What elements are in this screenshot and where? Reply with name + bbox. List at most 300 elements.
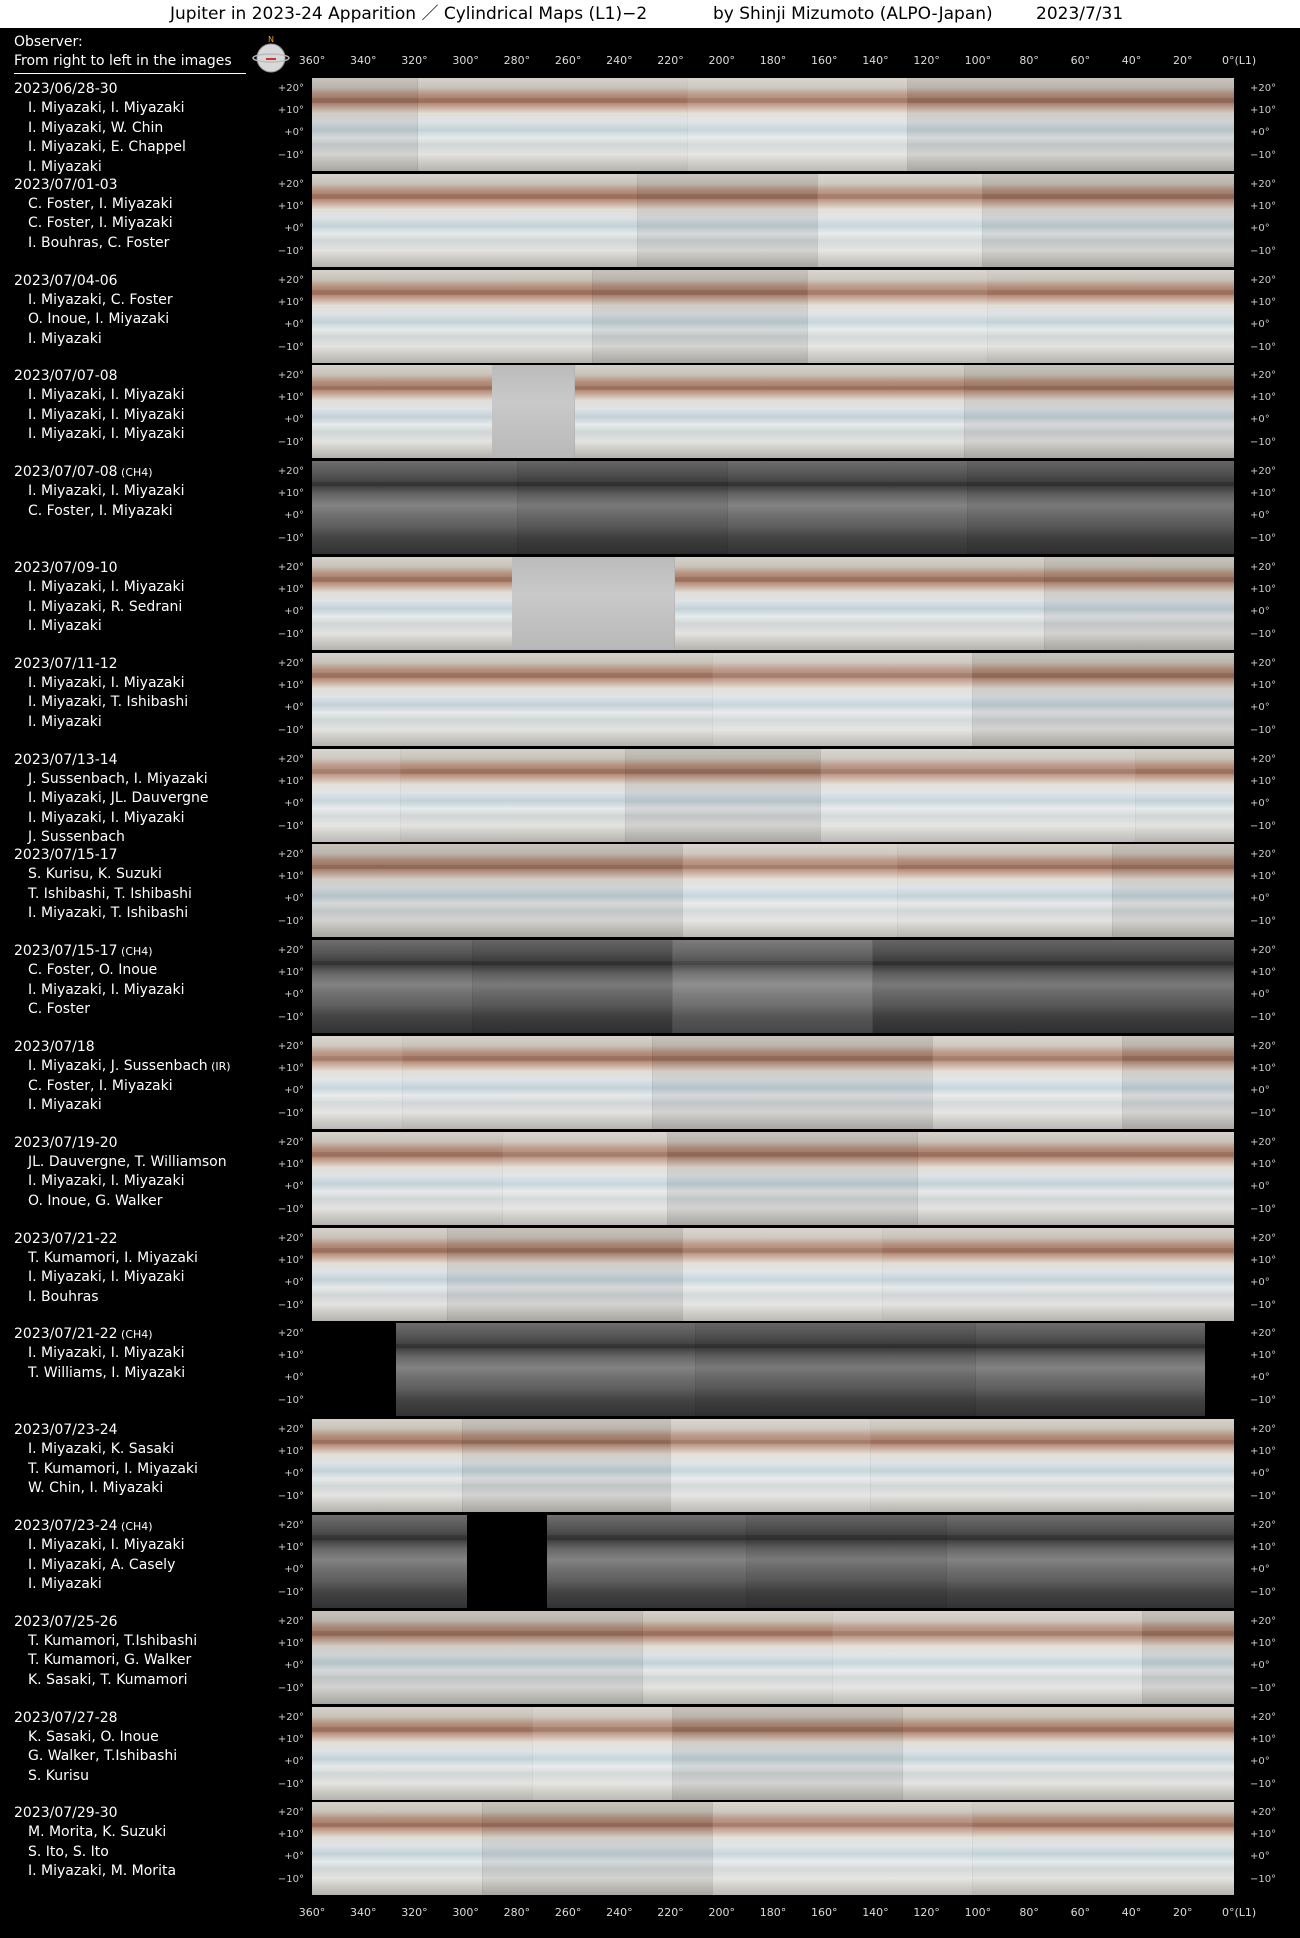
observer-names: C. Foster, I. Miyazaki (28, 215, 173, 232)
observer-list (28, 770, 209, 848)
latitude-tick: +0° (284, 606, 304, 617)
map-row (0, 1802, 1300, 1898)
no-coverage-region (1205, 1323, 1234, 1416)
latitude-tick: +10° (277, 1350, 304, 1362)
observation-date (14, 1038, 95, 1057)
latitude-scale-right (1248, 174, 1288, 267)
longitude-tick: 300° (452, 54, 479, 67)
observer-line (28, 598, 184, 618)
observation-date (14, 80, 118, 99)
image-segment (492, 365, 575, 458)
longitude-tick: 360° (298, 54, 326, 67)
map-row (0, 557, 1300, 653)
latitude-tick: +0° (1250, 893, 1270, 905)
latitude-scale-right (1248, 1323, 1288, 1416)
latitude-tick: −10° (277, 1395, 304, 1407)
observation-date (14, 1804, 118, 1823)
latitude-scale-right (1248, 749, 1288, 842)
observer-list (28, 1440, 198, 1499)
latitude-tick: +10° (1250, 967, 1277, 979)
longitude-tick: 320° (401, 1906, 428, 1919)
latitude-tick: −10° (1250, 245, 1277, 257)
image-segment (592, 270, 808, 363)
observer-line (28, 789, 209, 809)
latitude-tick: +10° (277, 1829, 304, 1841)
observer-names: JL. Dauvergne, T. Williamson (28, 1153, 227, 1170)
observer-line (28, 119, 186, 139)
latitude-tick: −10° (277, 820, 304, 832)
observer-names: I. Bouhras (28, 1288, 99, 1305)
image-segment (546, 1515, 747, 1608)
observer-names: I. Miyazaki, I. Miyazaki (28, 1537, 185, 1553)
image-segment (574, 365, 965, 458)
latitude-scale-right (1248, 1228, 1288, 1321)
latitude-tick: +20° (1250, 1136, 1277, 1148)
latitude-tick: −10° (1250, 916, 1277, 928)
longitude-tick: 0°(L1) (1222, 1906, 1257, 1919)
observer-line (28, 1344, 185, 1364)
latitude-tick: +0° (284, 414, 304, 426)
observer-names: I. Miyazaki, I. Miyazaki (28, 387, 185, 404)
latitude-scale-left (266, 1611, 306, 1704)
image-segment (312, 78, 418, 171)
longitude-tick: 160° (810, 1906, 838, 1919)
observation-date (14, 367, 118, 386)
image-segment (964, 365, 1234, 458)
observer-line (28, 865, 192, 885)
observer-line (28, 1671, 197, 1691)
color-cylindrical-map (312, 749, 1234, 842)
latitude-tick: −10° (1250, 820, 1277, 832)
observer-line (28, 617, 184, 637)
latitude-tick: +20° (1250, 1615, 1277, 1627)
latitude-tick: −10° (1250, 1203, 1277, 1215)
filter-tag: (CH4) (117, 945, 153, 959)
longitude-tick: 240° (606, 1906, 633, 1919)
latitude-tick: +10° (277, 1637, 304, 1649)
longitude-scale-top (298, 54, 1257, 70)
image-segment (987, 270, 1234, 363)
observer-names: I. Miyazaki, I. Miyazaki (28, 1173, 185, 1190)
latitude-tick: +10° (277, 584, 304, 595)
observer-names: O. Inoue, G. Walker (28, 1192, 163, 1209)
longitude-tick: 60° (1070, 54, 1091, 67)
observer-line (28, 770, 209, 790)
observer-names: I. Miyazaki, E. Chappel (28, 139, 186, 155)
latitude-scale-left (266, 1323, 306, 1416)
date-text: 2023/06/28-30 (14, 81, 118, 97)
latitude-tick: +10° (277, 105, 304, 116)
latitude-tick: +20° (1250, 753, 1277, 765)
latitude-tick: −10° (1250, 341, 1277, 353)
date-text: 2023/07/09-10 (14, 560, 118, 576)
latitude-tick: +0° (1250, 606, 1270, 617)
map-row (0, 365, 1300, 461)
longitude-tick: 0°(L1) (1222, 54, 1257, 67)
latitude-tick: +0° (284, 127, 304, 138)
latitude-tick: +0° (1250, 701, 1270, 713)
color-cylindrical-map (312, 1419, 1234, 1512)
image-segment (682, 1228, 883, 1321)
latitude-tick: +10° (277, 296, 304, 308)
image-segment (642, 1611, 833, 1704)
latitude-scale-left (266, 653, 306, 746)
date-text: 2023/07/04-06 (14, 272, 118, 289)
latitude-scale-right (1248, 940, 1288, 1033)
longitude-tick: 40° (1121, 54, 1142, 67)
latitude-tick: −10° (1250, 1299, 1277, 1311)
map-row (0, 461, 1300, 557)
observer-line (28, 981, 184, 1001)
date-text: 2023/07/27-28 (14, 1709, 118, 1726)
longitude-tick: 20° (1173, 54, 1193, 67)
observer-line (28, 214, 173, 234)
observer-line (28, 1536, 184, 1556)
map-row (0, 78, 1300, 174)
observer-line (28, 1575, 184, 1595)
image-segment (727, 461, 968, 554)
color-cylindrical-map (312, 1132, 1234, 1225)
image-segment (932, 1036, 1123, 1129)
image-segment (1135, 749, 1234, 842)
observer-names: I. Miyazaki, J. Sussenbach (28, 1058, 208, 1074)
observer-names: J. Sussenbach, I. Miyazaki (28, 770, 208, 787)
ch4-cylindrical-map (312, 461, 1234, 554)
map-row (0, 653, 1300, 749)
latitude-scale-right (1248, 557, 1288, 650)
latitude-tick: +10° (1250, 296, 1277, 308)
latitude-tick: +20° (1250, 1232, 1277, 1244)
latitude-tick: −10° (1250, 1395, 1277, 1407)
observer-names: I. Miyazaki, R. Sedrani (28, 598, 183, 615)
latitude-scale-right (1248, 653, 1288, 746)
observer-line (28, 386, 184, 406)
observation-date (14, 1325, 153, 1344)
latitude-tick: +0° (284, 1085, 304, 1096)
image-segment (312, 940, 473, 1033)
latitude-tick: −10° (1250, 150, 1277, 161)
latitude-tick: +10° (1250, 1158, 1277, 1170)
image-segment (312, 1802, 483, 1895)
date-text: 2023/07/07-08 (14, 464, 118, 481)
observer-list (28, 865, 192, 924)
image-segment (312, 1515, 468, 1608)
latitude-tick: +0° (1250, 1372, 1270, 1384)
observation-date (14, 463, 153, 482)
observer-names: C. Foster, I. Miyazaki (28, 502, 173, 519)
observer-names: I. Miyazaki, I. Miyazaki (28, 483, 185, 500)
latitude-tick: +20° (277, 657, 304, 669)
image-segment (712, 1802, 973, 1895)
latitude-tick: +10° (277, 1733, 304, 1745)
observer-line (28, 1767, 177, 1787)
image-segment (972, 653, 1234, 746)
observer-names: O. Inoue, I. Miyazaki (28, 311, 170, 328)
date-text: 2023/07/29-30 (14, 1805, 118, 1822)
latitude-tick: +10° (277, 775, 304, 787)
observer-line (28, 1823, 176, 1843)
latitude-tick: +0° (284, 222, 304, 234)
latitude-scale-left (266, 461, 306, 554)
observer-names: I. Miyazaki (28, 158, 102, 175)
latitude-tick: +20° (277, 1232, 304, 1244)
latitude-tick: +10° (1250, 584, 1277, 595)
observer-line (28, 482, 184, 502)
latitude-scale-right (1248, 270, 1288, 363)
latitude-tick: −10° (277, 1874, 304, 1886)
latitude-tick: −10° (1250, 1682, 1277, 1694)
observer-line (28, 1077, 231, 1097)
image-segment (712, 653, 973, 746)
latitude-tick: +0° (1250, 1180, 1270, 1192)
date-text: 2023/07/25-26 (14, 1613, 118, 1630)
north-label: N (268, 35, 274, 44)
latitude-scale-right (1248, 844, 1288, 937)
latitude-tick: +20° (277, 83, 304, 94)
observer-names: T. Ishibashi, T. Ishibashi (28, 885, 192, 902)
ir-note: (IR) (207, 1060, 231, 1073)
latitude-tick: +0° (1250, 1564, 1270, 1575)
observer-list (28, 1344, 185, 1383)
map-row (0, 749, 1300, 845)
observer-list (28, 1823, 176, 1882)
filter-tag: (CH4) (117, 1520, 153, 1533)
latitude-tick: +20° (277, 1041, 304, 1052)
image-segment (1122, 1036, 1234, 1129)
latitude-tick: +20° (1250, 83, 1277, 94)
latitude-tick: −10° (1250, 724, 1277, 736)
latitude-tick: −10° (1250, 533, 1277, 545)
ch4-cylindrical-map (312, 940, 1234, 1033)
longitude-tick: 140° (862, 1906, 889, 1919)
observer-names: I. Miyazaki, I. Miyazaki (28, 406, 185, 423)
color-cylindrical-map (312, 365, 1234, 458)
observer-names: C. Foster, O. Inoue (28, 962, 158, 979)
color-cylindrical-map (312, 174, 1234, 267)
date-text: 2023/07/21-22 (14, 1326, 118, 1343)
latitude-scale-right (1248, 365, 1288, 458)
latitude-tick: −10° (277, 916, 304, 928)
latitude-tick: +0° (284, 510, 304, 522)
observer-list (28, 578, 184, 637)
color-cylindrical-map (312, 1802, 1234, 1895)
observer-list (28, 1249, 198, 1308)
latitude-scale-left (266, 1707, 306, 1800)
observer-line (28, 961, 184, 981)
longitude-tick: 160° (810, 54, 838, 67)
observer-line (28, 1057, 231, 1077)
image-segment (312, 749, 401, 842)
image-segment (820, 749, 1136, 842)
latitude-scale-left (266, 1419, 306, 1512)
observer-list (28, 291, 173, 350)
observer-names: I. Miyazaki, M. Morita (28, 1863, 177, 1880)
latitude-tick: −10° (277, 1012, 304, 1024)
latitude-tick: +0° (1250, 1851, 1270, 1863)
author-credit: by Shinji Mizumoto (ALPO-Japan) (713, 4, 993, 24)
observer-label: Observer: (14, 34, 83, 50)
observation-date (14, 1230, 118, 1249)
latitude-tick: −10° (1250, 1012, 1277, 1024)
latitude-scale-right (1248, 1132, 1288, 1225)
latitude-tick: −10° (277, 724, 304, 736)
observer-line (28, 1000, 184, 1020)
image-segment (512, 557, 675, 650)
latitude-tick: −10° (1250, 1587, 1277, 1598)
latitude-scale-right (1248, 461, 1288, 554)
latitude-tick: +0° (284, 1659, 304, 1671)
observation-date (14, 942, 153, 961)
image-segment (907, 78, 1234, 171)
image-segment (674, 557, 1045, 650)
latitude-tick: +0° (1250, 510, 1270, 522)
image-segment (625, 749, 821, 842)
latitude-tick: −10° (1250, 629, 1277, 640)
latitude-tick: +0° (1250, 318, 1270, 330)
latitude-tick: +10° (1250, 105, 1277, 116)
observer-names: I. Miyazaki, I. Miyazaki (28, 674, 185, 691)
image-segment (312, 653, 713, 746)
latitude-tick: +0° (1250, 1659, 1270, 1671)
latitude-tick: −10° (277, 1491, 304, 1503)
longitude-tick: 200° (708, 54, 736, 67)
observer-line (28, 578, 184, 598)
observer-line (28, 1440, 198, 1460)
ch4-cylindrical-map (312, 1515, 1234, 1608)
observer-line (28, 1460, 198, 1480)
observer-list (28, 386, 184, 445)
longitude-tick: 180° (759, 54, 787, 67)
longitude-tick: 220° (657, 54, 684, 67)
image-segment (972, 1802, 1234, 1895)
longitude-tick: 240° (606, 54, 633, 67)
image-segment (1044, 557, 1234, 650)
image-segment (637, 174, 818, 267)
map-row (0, 1323, 1300, 1419)
image-segment (312, 461, 518, 554)
latitude-tick: −10° (277, 1682, 304, 1694)
latitude-tick: −10° (277, 1299, 304, 1311)
latitude-tick: +0° (1250, 127, 1270, 138)
image-segment (312, 1707, 533, 1800)
image-segment (532, 1707, 673, 1800)
observation-date (14, 1517, 153, 1536)
latitude-tick: +10° (1250, 871, 1277, 883)
observer-line (28, 1153, 227, 1173)
latitude-tick: +20° (277, 1711, 304, 1723)
latitude-tick: +20° (1250, 370, 1277, 382)
image-segment (447, 1228, 683, 1321)
observer-names: I. Miyazaki, I. Miyazaki (28, 809, 185, 826)
latitude-tick: +0° (1250, 1755, 1270, 1767)
date-text: 2023/07/07-08 (14, 368, 118, 385)
latitude-tick: +10° (1250, 200, 1277, 212)
latitude-scale-left (266, 940, 306, 1033)
observer-line (28, 425, 184, 445)
observer-names: C. Foster, I. Miyazaki (28, 1077, 173, 1094)
observer-names: I. Miyazaki (28, 330, 102, 347)
latitude-tick: +10° (1250, 1350, 1277, 1362)
latitude-tick: +20° (277, 466, 304, 478)
latitude-tick: −10° (1250, 1108, 1277, 1119)
latitude-tick: +10° (277, 967, 304, 979)
observation-date (14, 272, 118, 291)
latitude-tick: +0° (284, 893, 304, 905)
latitude-tick: −10° (1250, 1491, 1277, 1503)
observation-date (14, 846, 118, 865)
latitude-tick: −10° (277, 629, 304, 640)
latitude-tick: +10° (1250, 1733, 1277, 1745)
latitude-tick: +10° (277, 488, 304, 500)
image-segment (1112, 844, 1234, 937)
map-row (0, 1707, 1300, 1803)
observer-names: I. Miyazaki, JL. Dauvergne (28, 790, 209, 807)
color-cylindrical-map (312, 270, 1234, 363)
latitude-tick: −10° (277, 341, 304, 353)
latitude-tick: +20° (1250, 1041, 1277, 1052)
latitude-scale-left (266, 844, 306, 937)
image-segment (312, 1611, 643, 1704)
map-row (0, 1515, 1300, 1611)
observer-names: M. Morita, K. Suzuki (28, 1824, 167, 1841)
jupiter-globe-icon (252, 34, 290, 74)
latitude-scale-right (1248, 1036, 1288, 1129)
image-segment (312, 174, 638, 267)
latitude-tick: +0° (284, 1851, 304, 1863)
observer-names: T. Kumamori, I. Miyazaki (28, 1249, 198, 1266)
direction-note: From right to left in the images (14, 53, 232, 69)
latitude-scale-left (266, 1132, 306, 1225)
latitude-tick: +10° (277, 1542, 304, 1553)
observer-line (28, 1096, 231, 1116)
latitude-tick: +20° (1250, 1807, 1277, 1819)
observation-date (14, 655, 118, 674)
latitude-tick: +20° (1250, 466, 1277, 478)
latitude-tick: +10° (277, 679, 304, 691)
color-cylindrical-map (312, 1611, 1234, 1704)
latitude-tick: +0° (1250, 989, 1270, 1001)
date-text: 2023/07/01-03 (14, 176, 118, 193)
map-row (0, 1611, 1300, 1707)
observer-line (28, 1479, 198, 1499)
latitude-scale-right (1248, 1802, 1288, 1895)
latitude-tick: +0° (284, 1180, 304, 1192)
longitude-tick: 120° (913, 1906, 940, 1919)
latitude-tick: +10° (1250, 1542, 1277, 1553)
map-row (0, 844, 1300, 940)
observer-names: I. Miyazaki, K. Sasaki (28, 1441, 175, 1458)
image-segment (872, 940, 1234, 1033)
latitude-tick: +20° (277, 849, 304, 861)
observer-names: K. Sasaki, O. Inoue (28, 1728, 159, 1745)
map-row (0, 1228, 1300, 1324)
latitude-tick: +10° (1250, 1254, 1277, 1266)
image-segment (917, 1132, 1234, 1225)
latitude-scale-right (1248, 1611, 1288, 1704)
observer-line (28, 904, 192, 924)
latitude-tick: +10° (1250, 775, 1277, 787)
latitude-scale-right (1248, 1515, 1288, 1608)
latitude-tick: +0° (284, 989, 304, 1001)
latitude-tick: +0° (284, 1372, 304, 1384)
observer-list (28, 1536, 184, 1595)
image-segment (682, 844, 898, 937)
page-title: Jupiter in 2023-24 Apparition ／ Cylindrical Maps (L1)−2 (170, 4, 648, 24)
latitude-scale-left (266, 365, 306, 458)
ch4-cylindrical-map (312, 1323, 1234, 1416)
latitude-tick: +0° (1250, 1468, 1270, 1480)
observer-line (28, 99, 186, 119)
